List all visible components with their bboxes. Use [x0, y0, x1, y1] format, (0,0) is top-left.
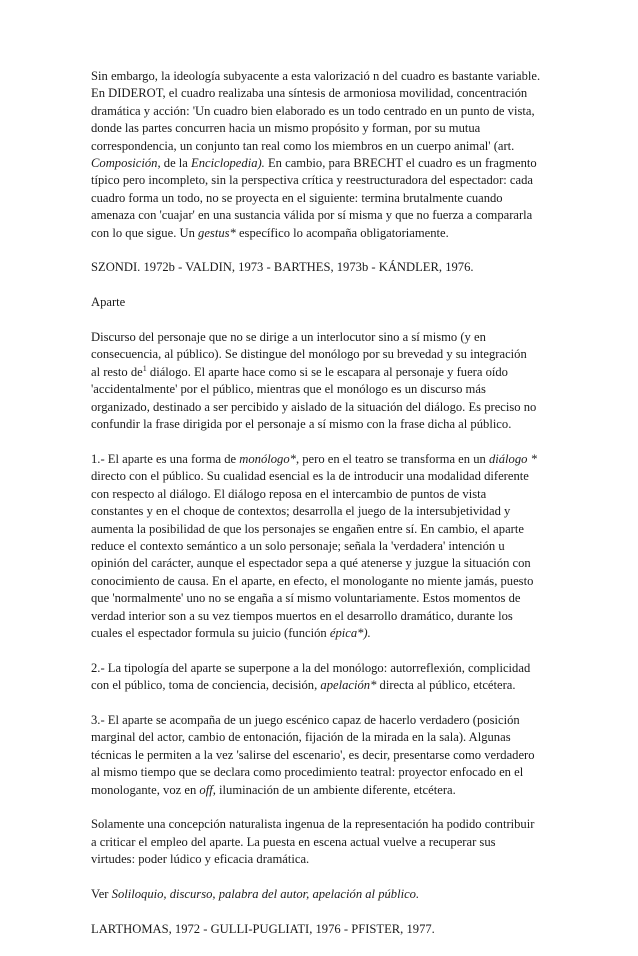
text-line [91, 886, 561, 903]
text-run: , pero en el teatro se transforma en un [295, 451, 489, 466]
paragraph-p2 [91, 259, 561, 276]
text-run: organizado, destinado a ser percibido y aislado de la situación del diálogo. Es preciso no [91, 399, 537, 414]
text-line [91, 190, 561, 207]
text-run: Ver [91, 886, 112, 901]
text-run: conocimiento de causa. En el aparte, en efecto, el monologante no miente jamás, puesto [91, 573, 534, 588]
text-run: verdad interior son a su vez tiempos muertos en el desarrollo dramático, durante los [91, 608, 513, 623]
italic-text: apelación* [320, 678, 377, 693]
text-line [91, 590, 561, 607]
text-run: Aparte [91, 295, 126, 310]
text-run: constantes y en el choque de contextos; desarrolla el juego de la intersubjetividad y [91, 504, 511, 519]
text-line [91, 521, 561, 538]
italic-text: monólogo* [239, 451, 296, 466]
paragraph-p5 [91, 451, 561, 642]
text-line [91, 364, 561, 381]
paragraph-p4 [91, 329, 561, 433]
text-line [91, 851, 561, 868]
text-line [91, 625, 561, 642]
text-run: En DIDEROT, el cuadro realizaba una síntesis de armoniosa movilidad, concentración [91, 86, 528, 101]
paragraph-p6 [91, 660, 561, 695]
text-run: específico lo acompaña obligatoriamente. [235, 225, 449, 240]
text-line [91, 451, 561, 468]
text-line [91, 416, 561, 433]
text-run: Sin embargo, la ideología subyacente a esta valorizació n del cuadro es bastante variable. [91, 69, 541, 83]
text-run: con lo que sigue. Un [91, 225, 199, 240]
text-run: con el público, toma de conciencia, decisión, [91, 678, 321, 693]
italic-text: diálogo * [488, 451, 537, 466]
paragraph-p9 [91, 886, 561, 903]
text-run: al mismo tiempo que se declara como procedimiento teatral: proyector enfocado en el [91, 765, 524, 780]
text-run: Solamente una concepción naturalista ingenua de la representación ha podido contribuir [91, 817, 535, 832]
text-line [91, 729, 561, 746]
italic-text: off, [199, 782, 216, 797]
text-run: reduce el contexto semántico a un solo personaje; señala la 'verdadera' intención u [91, 538, 505, 553]
text-line [91, 68, 561, 85]
text-line [91, 399, 561, 416]
paragraph-p8 [91, 816, 561, 868]
text-run: con respecto al diálogo. El diálogo reposa en el intercambio de puntos de vista [91, 486, 487, 501]
text-line [91, 555, 561, 572]
text-line [91, 712, 561, 729]
text-run: En cambio, para BRECHT el cuadro es un fragmento [264, 156, 537, 171]
text-run: directa al público, etcétera. [376, 678, 516, 693]
text-line [91, 486, 561, 503]
text-run: cuadro forma un todo, no se proyecta en el siguiente: termina brutalmente cuando [91, 190, 503, 205]
text-run: marginal del actor, cambio de entonación, fijación de la mirada en la sala). Algunas [91, 730, 511, 745]
text-line [91, 103, 561, 120]
text-run: que 'normalmente' uno no se engaña a sí mismo voluntariamente. Estos momentos de [91, 591, 521, 606]
text-run: 1.- El aparte es una forma de [91, 451, 240, 466]
text-line [91, 816, 561, 833]
paragraph-p3 [91, 294, 561, 311]
text-line [91, 782, 561, 799]
text-run: diálogo. El aparte hace como si se le escapara al personaje y fuera oído [146, 364, 508, 379]
italic-text: Soliloquio, discurso, palabra del autor, apelación al público. [111, 886, 420, 901]
text-run: LARTHOMAS, 1972 - GULLI-PUGLIATI, 1976 - PFISTER, 1977. [91, 921, 435, 936]
text-line [91, 346, 561, 363]
text-line [91, 155, 561, 172]
text-line [91, 138, 561, 155]
text-run: Discurso del personaje que no se dirige a un interlocutor sino a sí mismo (y en [91, 330, 486, 345]
text-run: amenaza con 'cuajar' en una sustancia válida por sí misma y que no fuerza a compararla [91, 208, 533, 223]
text-line [91, 468, 561, 485]
text-run: típico pero incompleto, sin la perspectiva crítica y reestructuradora del espectador: cada [91, 173, 533, 188]
text-run: SZONDI. 1972b - VALDIN, 1973 - BARTHES, 1973b - KÁNDLER, 1976. [91, 260, 474, 275]
text-run: iluminación de un ambiente diferente, etcétera. [215, 782, 456, 797]
text-run: donde las partes concurren hacia un mismo propósito y forman, por su mutua [91, 121, 481, 136]
text-line [91, 207, 561, 224]
text-run: opinión del carácter, aunque el espectador sepa a qué atenerse y juzgue la situación con [91, 556, 531, 571]
text-line [91, 608, 561, 625]
text-run: técnicas le permiten a la vez 'salirse del escenario', es decir, presentarse como verdadero [91, 747, 535, 762]
text-run: consecuencia, al público). Se distingue del monólogo por su brevedad y su integración [91, 347, 527, 362]
text-run: dramática y acción: 'Un cuadro bien elaborado es un todo centrado en un punto de vista, [91, 103, 535, 118]
text-run: al resto de [91, 364, 143, 379]
italic-text: épica*). [329, 625, 371, 640]
paragraph-p10 [91, 921, 561, 938]
text-line [91, 764, 561, 781]
text-line [91, 259, 561, 276]
text-line [91, 538, 561, 555]
text-line [91, 677, 561, 694]
text-line [91, 747, 561, 764]
text-line [91, 120, 561, 137]
text-run: a criticar el empleo del aparte. La puesta en escena actual vuelve a recuperar sus [91, 834, 496, 849]
text-line [91, 172, 561, 189]
text-run: 3.- El aparte se acompaña de un juego escénico capaz de hacerlo verdadero (posición [91, 712, 520, 727]
text-line [91, 294, 561, 311]
document-page [91, 68, 561, 956]
text-run: 'accidentalmente' por el público, mientras que el monólogo es un discurso más [91, 382, 486, 397]
paragraph-p1 [91, 68, 561, 242]
text-run: correspondencia, un conjunto tan real como los miembros en un cuerpo animal' (art. [91, 138, 515, 153]
text-line [91, 573, 561, 590]
italic-text: Enciclopedia). [191, 156, 265, 171]
text-run: monologante, voz en [91, 782, 200, 797]
text-line [91, 225, 561, 242]
text-run: directo con el público. Su cualidad esencial es la de introducir una modalidad diferente [91, 469, 529, 484]
text-line [91, 660, 561, 677]
text-run: aumenta la posibilidad de que los personajes se engañen entre sí. En cambio, el aparte [91, 521, 524, 536]
text-line [91, 503, 561, 520]
italic-text: gestus* [198, 225, 236, 240]
text-line [91, 921, 561, 938]
text-line [91, 85, 561, 102]
italic-text: Composición, [91, 156, 161, 171]
paragraph-p7 [91, 712, 561, 799]
text-run: cuales el espectador formula su juicio (función [91, 625, 330, 640]
text-run: 2.- La tipología del aparte se superpone a la del monólogo: autorreflexión, complicidad [91, 660, 531, 675]
text-run: de la [160, 156, 192, 171]
superscript-text: 1 [142, 363, 147, 373]
text-run: confundir la frase dirigida por el personaje a sí mismo con la frase dicha al público. [91, 417, 512, 432]
text-line [91, 834, 561, 851]
text-line [91, 381, 561, 398]
text-line [91, 329, 561, 346]
text-run: virtudes: poder lúdico y eficacia dramática. [91, 852, 310, 867]
